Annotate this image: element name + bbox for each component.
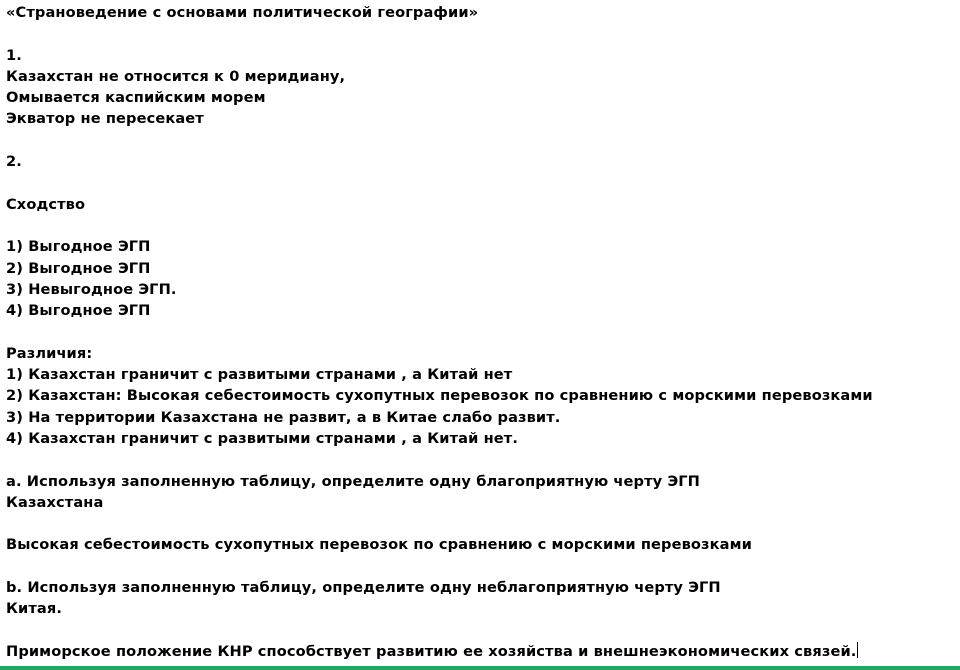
similarity-item: 3) Невыгодное ЭГП. [6, 280, 177, 298]
difference-item: 1) Казахстан граничит с развитыми странами , а Китай нет [6, 366, 513, 384]
difference-item: 4) Казахстан граничит с развитыми странами , а Китай нет. [6, 429, 518, 447]
question-b-line-2: Китая. [6, 600, 62, 618]
question-a-line-1: a. Используя заполненную таблицу, определите одну благоприятную черту ЭГП [6, 472, 700, 490]
section-1-line: Казахстан не относится к 0 меридиану, [6, 67, 346, 85]
question-b-answer-line[interactable] [6, 641, 960, 662]
spacer [6, 130, 960, 151]
section-1-line: Омывается каспийским морем [6, 89, 266, 107]
bottom-accent-bar [0, 666, 960, 670]
spacer [6, 23, 960, 44]
spacer [6, 215, 960, 236]
difference-item: 3) На территории Казахстана не развит, а в Китае слабо развит. [6, 408, 561, 426]
text-cursor [857, 642, 858, 658]
document-title: «Страноведение с основами политической географии» [6, 4, 479, 21]
differences-heading: Различия: [6, 344, 93, 362]
section-1-number: 1. [6, 46, 22, 64]
spacer [6, 513, 960, 534]
section-2-number: 2. [6, 153, 22, 171]
difference-item: 2) Казахстан: Высокая себестоимость сухопутных перевозок по сравнению с морскими перевозками [6, 387, 873, 405]
spacer [6, 449, 960, 470]
question-b-line-1: b. Используя заполненную таблицу, определите одну неблагоприятную черту ЭГП [6, 579, 721, 597]
spacer [6, 620, 960, 641]
similarity-item: 1) Выгодное ЭГП [6, 238, 151, 256]
question-a-answer: Высокая себестоимость сухопутных перевозок по сравнению с морскими перевозками [6, 536, 752, 554]
spacer [6, 321, 960, 342]
spacer [6, 556, 960, 577]
similarity-heading: Сходство [6, 195, 86, 213]
section-1-line: Экватор не пересекает [6, 110, 204, 128]
similarity-item: 4) Выгодное ЭГП [6, 302, 151, 320]
question-a-line-2: Казахстана [6, 493, 104, 511]
similarity-item: 2) Выгодное ЭГП [6, 259, 151, 277]
question-b-answer: Приморское положение КНР способствует развитию ее хозяйства и внешнеэкономических связей. [6, 642, 857, 660]
spacer [6, 172, 960, 193]
